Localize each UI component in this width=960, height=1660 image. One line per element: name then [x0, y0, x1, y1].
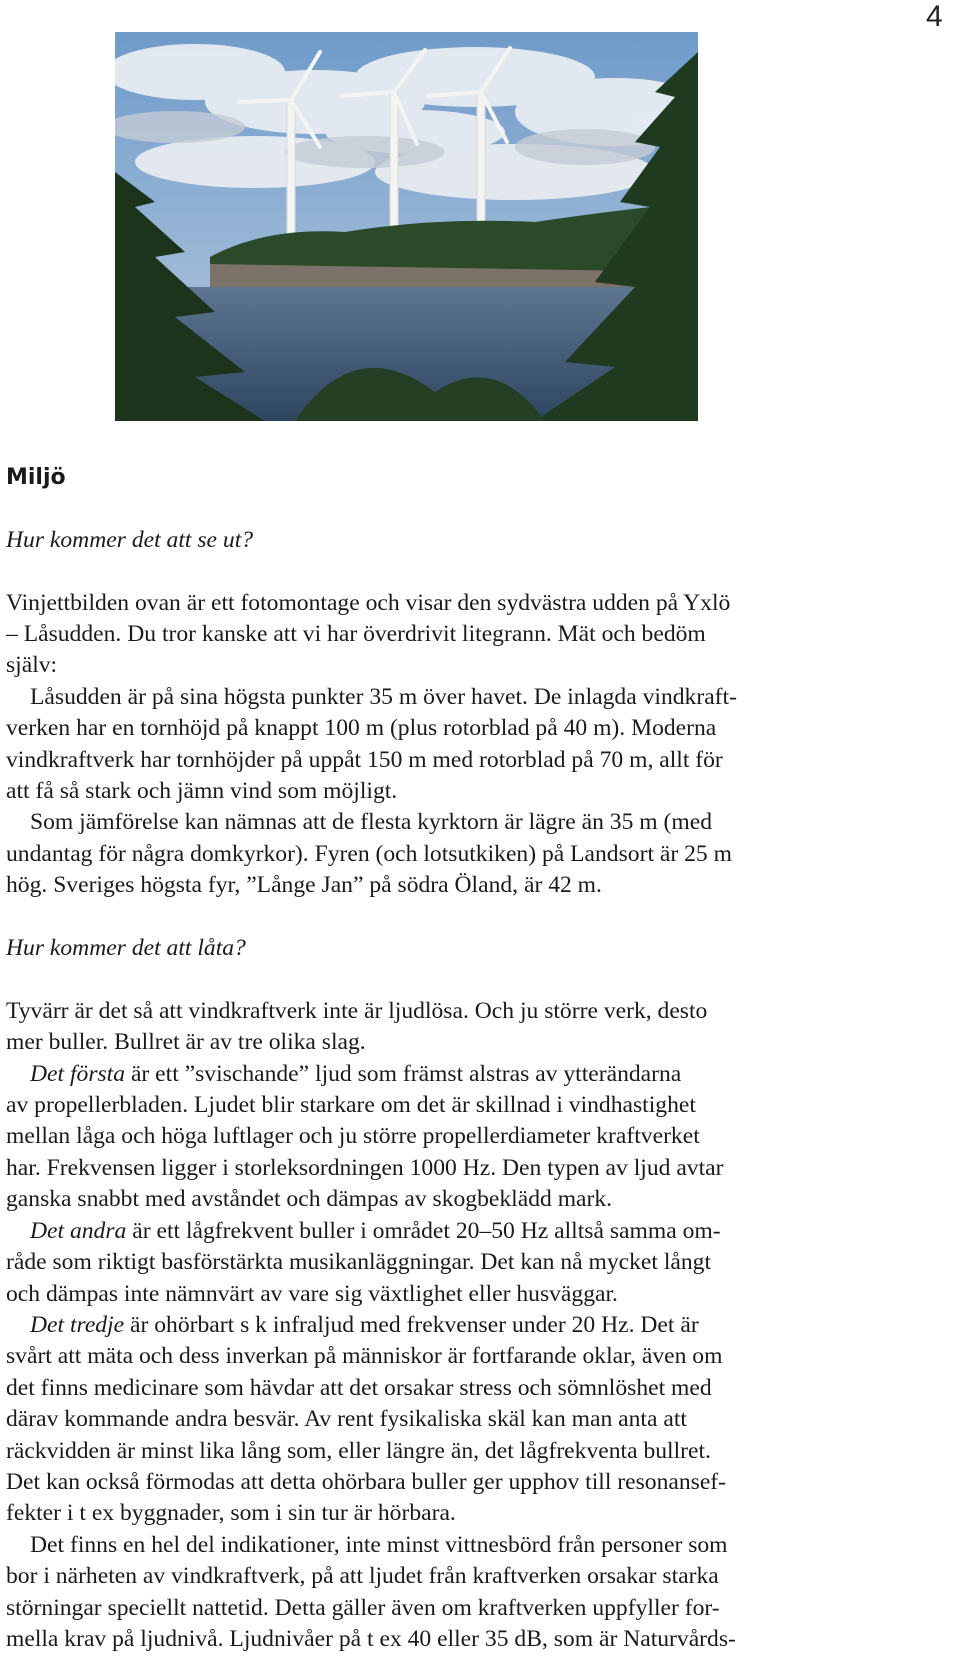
text-line: mer buller. Bullret är av tre olika slag.	[6, 1029, 366, 1056]
text-line: – Låsudden. Du tror kanske att vi har överdrivit litegrann. Mät och bedöm	[6, 621, 706, 647]
text-line: mella krav på ljudnivå. Ljudnivåer på t ex 40 eller 35 dB, som är Naturvårds-	[6, 1625, 736, 1652]
text-line: räckvidden är minst lika lång som, eller längre än, det lågfrekventa bullret.	[6, 1437, 711, 1464]
text-line: det finns medicinare som hävdar att det orsakar stress och sömnlöshet med	[6, 1374, 712, 1401]
text-line: därav kommande andra besvär. Av rent fysikaliska skäl kan man anta att	[6, 1406, 687, 1433]
paragraph-heights	[6, 682, 886, 808]
text-line: verken har en tornhöjd på knappt 100 m (plus rotorblad på 40 m). Moderna	[6, 715, 717, 742]
text-line: svårt att mäta och dess inverkan på människor är fortfarande oklar, även om	[6, 1343, 723, 1370]
paragraph-first-noise	[6, 1059, 886, 1216]
text-line	[6, 1310, 886, 1341]
text-line: Låsudden är på sina högsta punkter 35 m över havet. De inlagda vindkraft-	[30, 683, 737, 710]
paragraph-indications	[6, 1530, 886, 1656]
paragraph-second-noise	[6, 1216, 886, 1310]
text-line: mellan låga och höga luftlager och ju större propellerdiameter kraftverket	[6, 1123, 700, 1150]
text-line: ganska snabbt med avståndet och dämpas av skogbeklädd mark.	[6, 1186, 613, 1213]
text-line: själv:	[6, 652, 58, 679]
emphasis-lead: Det första	[30, 1060, 126, 1087]
text-line: Som jämförelse kan nämnas att de flesta kyrktorn är lägre än 35 m (med	[30, 809, 713, 836]
text-line: av propellerbladen. Ljudet blir starkare om det är skillnad i vindhastighet	[6, 1092, 696, 1119]
paragraph-noise-intro	[6, 996, 886, 1059]
paragraph-comparison	[6, 807, 886, 901]
text-line: har. Frekvensen ligger i storleksordningen 1000 Hz. Den typen av ljud avtar	[6, 1154, 724, 1181]
text-line: Det kan också förmodas att detta ohörbara buller ger upphov till resonansef-	[6, 1468, 727, 1495]
paragraph-intro	[6, 588, 886, 682]
paragraph-third-noise	[6, 1310, 886, 1530]
text-line: bor i närheten av vindkraftverk, på att ljudet från kraftverken orsakar starka	[6, 1563, 719, 1590]
emphasis-lead: Det andra	[30, 1217, 127, 1244]
text-line: vindkraftverk har tornhöjder på uppåt 150 m med rotorblad på 70 m, allt för	[6, 746, 723, 773]
emphasis-lead: Det tredje	[30, 1311, 125, 1338]
text-line	[6, 1216, 886, 1247]
article-body	[6, 462, 886, 1655]
text-line: fekter i t ex byggnader, som i sin tur är hörbara.	[6, 1500, 456, 1527]
text-line: hög. Sveriges högsta fyr, ”Långe Jan” på södra Öland, är 42 m.	[6, 872, 602, 899]
text-line: Det finns en hel del indikationer, inte minst vittnesbörd från personer som	[30, 1531, 728, 1558]
subheading-sound: Hur kommer det att låta?	[6, 935, 246, 962]
text-line: att få så stark och jämn vind som möjligt.	[6, 778, 398, 805]
page-number: 4	[926, 0, 943, 33]
text-line: störningar speciellt nattetid. Detta gäller även om kraftverken uppfyller for-	[6, 1594, 720, 1621]
text-run: är ett ”svischande” ljud som främst alstras av ytterändarna	[125, 1060, 682, 1087]
subheading-look: Hur kommer det att se ut?	[6, 526, 254, 553]
wind-turbine-photomontage	[115, 32, 698, 421]
section-title: Miljö	[6, 465, 66, 490]
text-line: och dämpas inte nämnvärt av vare sig växtlighet eller husväggar.	[6, 1280, 618, 1307]
text-line: Tyvärr är det så att vindkraftverk inte är ljudlösa. Och ju större verk, desto	[6, 997, 708, 1024]
text-line: undantag för några domkyrkor). Fyren (och lotsutkiken) på Landsort är 25 m	[6, 840, 732, 867]
text-line: Vinjettbilden ovan är ett fotomontage och visar den sydvästra udden på Yxlö	[6, 589, 731, 616]
text-run: är ohörbart s k infraljud med frekvenser under 20 Hz. Det är	[124, 1311, 699, 1338]
text-run: är ett lågfrekvent buller i området 20–50 Hz alltså samma om-	[126, 1217, 721, 1244]
text-line: råde som riktigt basförstärkta musikanläggningar. Det kan nå mycket långt	[6, 1249, 712, 1276]
text-line	[6, 1059, 886, 1090]
